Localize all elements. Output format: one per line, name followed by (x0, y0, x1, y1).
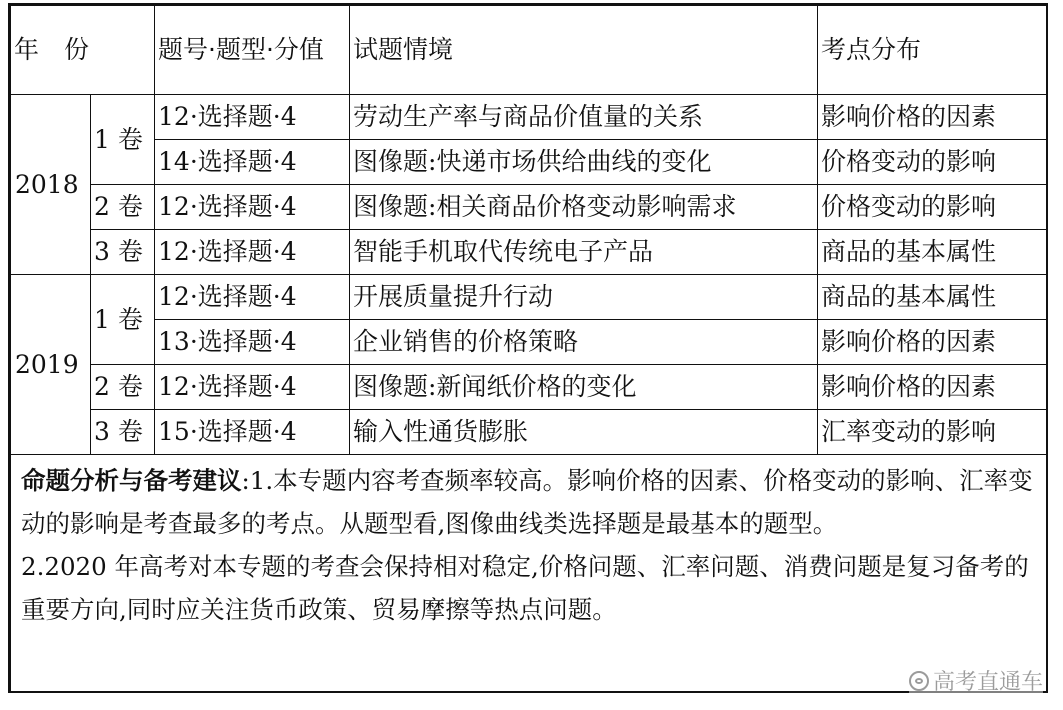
table-row (11, 140, 1047, 185)
table-row (11, 365, 1047, 410)
exam-analysis-sheet (8, 3, 1048, 693)
table-row (11, 275, 1047, 320)
analysis-cell (11, 455, 1047, 692)
volume-cell: 1 卷 (91, 95, 155, 185)
context-cell: 图像题:快递市场供给曲线的变化 (350, 140, 818, 185)
wechat-icon (909, 671, 929, 691)
question-cell: 12·选择题·4 (155, 185, 350, 230)
point-cell: 价格变动的影响 (818, 140, 1047, 185)
volume-cell: 2 卷 (91, 365, 155, 410)
context-cell: 开展质量提升行动 (350, 275, 818, 320)
analysis-paragraph-1: :1.本专题内容考查频率较高。影响价格的因素、价格变动的影响、汇率变动的影响是考查最多的考点。从题型看,图像曲线类选择题是最基本的题型。 (21, 466, 1033, 538)
question-cell: 12·选择题·4 (155, 230, 350, 275)
context-cell: 企业销售的价格策略 (350, 320, 818, 365)
analysis-heading: 命题分析与备考建议 (21, 466, 242, 495)
context-cell: 图像题:新闻纸价格的变化 (350, 365, 818, 410)
point-cell: 汇率变动的影响 (818, 410, 1047, 455)
point-cell: 影响价格的因素 (818, 95, 1047, 140)
question-cell: 12·选择题·4 (155, 95, 350, 140)
volume-cell: 2 卷 (91, 185, 155, 230)
year-cell-2018: 2018 (11, 95, 91, 275)
header-context: 试题情境 (350, 6, 818, 95)
year-cell-2019: 2019 (11, 275, 91, 455)
table-row (11, 230, 1047, 275)
point-cell: 商品的基本属性 (818, 275, 1047, 320)
table-row (11, 410, 1047, 455)
table-row (11, 95, 1047, 140)
header-year: 年 份 (11, 6, 155, 95)
context-cell: 劳动生产率与商品价值量的关系 (350, 95, 818, 140)
watermark-text: 高考直通车 (932, 670, 1043, 695)
question-cell: 12·选择题·4 (155, 275, 350, 320)
point-cell: 影响价格的因素 (818, 320, 1047, 365)
table-row (11, 320, 1047, 365)
question-cell: 14·选择题·4 (155, 140, 350, 185)
header-question-type: 题号·题型·分值 (155, 6, 350, 95)
point-cell: 影响价格的因素 (818, 365, 1047, 410)
context-cell: 智能手机取代传统电子产品 (350, 230, 818, 275)
table-row (11, 185, 1047, 230)
question-cell: 13·选择题·4 (155, 320, 350, 365)
volume-cell: 3 卷 (91, 230, 155, 275)
point-cell: 商品的基本属性 (818, 230, 1047, 275)
volume-cell: 1 卷 (91, 275, 155, 365)
question-cell: 15·选择题·4 (155, 410, 350, 455)
point-cell: 价格变动的影响 (818, 185, 1047, 230)
exam-table (10, 5, 1047, 692)
analysis-row (11, 455, 1047, 692)
header-points: 考点分布 (818, 6, 1047, 95)
watermark (909, 665, 1043, 696)
volume-cell: 3 卷 (91, 410, 155, 455)
context-cell: 图像题:相关商品价格变动影响需求 (350, 185, 818, 230)
question-cell: 12·选择题·4 (155, 365, 350, 410)
analysis-paragraph-2: 2.2020 年高考对本专题的考查会保持相对稳定,价格问题、汇率问题、消费问题是复习备考的重要方向,同时应关注货币政策、贸易摩擦等热点问题。 (21, 552, 1029, 624)
table-header-row (11, 6, 1047, 95)
context-cell: 输入性通货膨胀 (350, 410, 818, 455)
